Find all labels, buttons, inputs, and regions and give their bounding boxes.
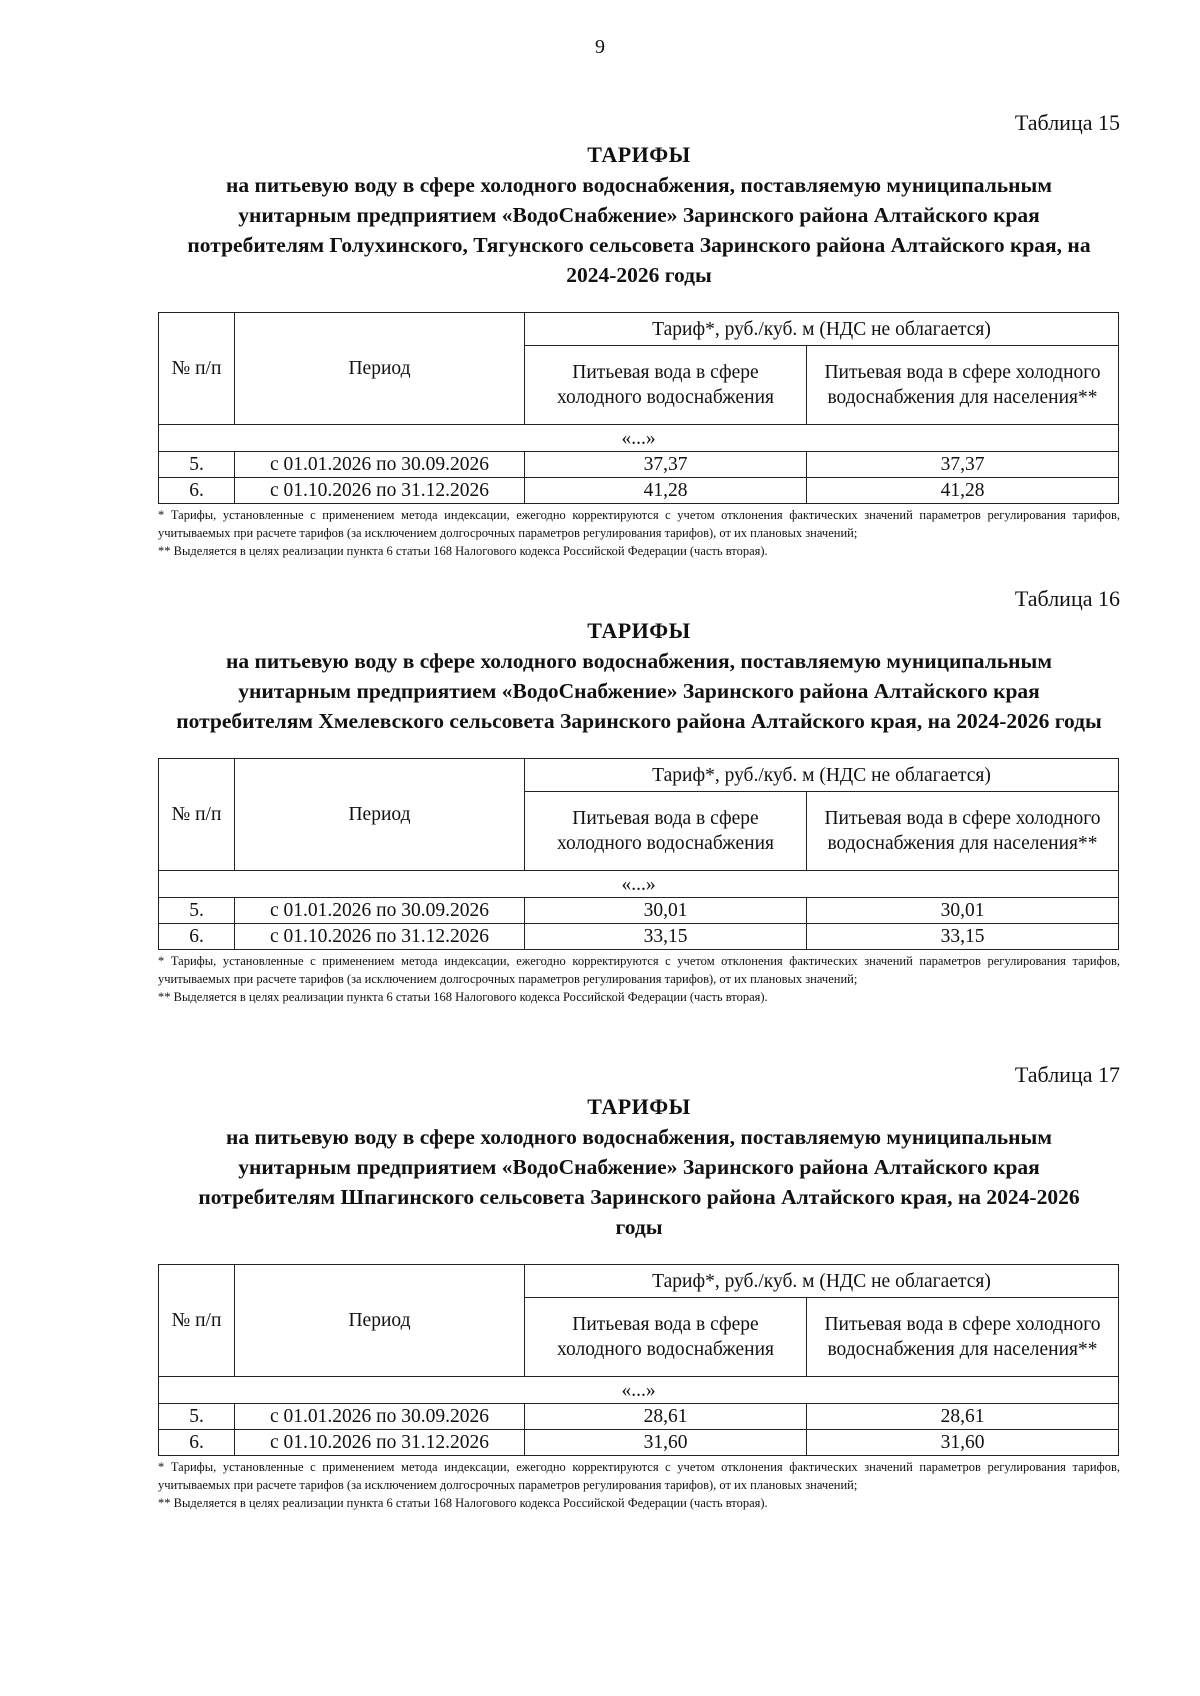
row-tariff-cold-water: 31,60: [525, 1430, 807, 1456]
row-tariff-cold-water: 41,28: [525, 478, 807, 504]
row-tariff-cold-water: 30,01: [525, 898, 807, 924]
col-header-cold-water: Питьевая вода в сфере холодного водоснабжения: [525, 1298, 807, 1377]
col-header-cold-water: Питьевая вода в сфере холодного водоснабжения: [525, 792, 807, 871]
col-header-population: Питьевая вода в сфере холодного водоснабжения для населения**: [807, 792, 1119, 871]
col-header-tariff: Тариф*, руб./куб. м (НДС не облагается): [525, 1265, 1119, 1298]
table-row: [159, 1404, 1119, 1430]
row-tariff-population: 30,01: [807, 898, 1119, 924]
col-header-num: № п/п: [159, 759, 235, 871]
col-header-num: № п/п: [159, 313, 235, 425]
ellipsis-row: [159, 425, 1119, 452]
table-label: Таблица 16: [1014, 586, 1120, 611]
block-title: ТАРИФЫ: [587, 1094, 691, 1119]
row-period: с 01.01.2026 по 30.09.2026: [235, 452, 525, 478]
ellipsis-cell: «...»: [159, 1377, 1119, 1404]
tariff-block-16: [158, 584, 1120, 1006]
row-tariff-population: 37,37: [807, 452, 1119, 478]
block-subtitle: на питьевую воду в сфере холодного водоснабжения, поставляемую муниципальным унитарным предприятием «ВодоСнабжение» Заринского района Алтайского края потребителям Хмелевского сельсовета Заринского района Алтайского края, на 2024-2026 годы: [176, 649, 1102, 733]
tariff-block-15: [158, 108, 1120, 560]
row-tariff-population: 41,28: [807, 478, 1119, 504]
row-period: с 01.10.2026 по 31.12.2026: [235, 924, 525, 950]
footnote-1: * Тарифы, установленные с применением метода индексации, ежегодно корректируются с учетом отклонения фактических значений параметров регулирования тарифов, учитываемых при расчете тарифов (за исключением долгосрочных параметров регулирования тарифов), от их плановых значений;: [158, 508, 1120, 540]
header-row: [159, 1265, 1119, 1298]
table-row: [159, 898, 1119, 924]
block-title: ТАРИФЫ: [587, 142, 691, 167]
col-header-period: Период: [235, 759, 525, 871]
footnote-2: ** Выделяется в целях реализации пункта 6 статьи 168 Налогового кодекса Российской Федерации (часть вторая).: [158, 1496, 768, 1510]
block-subtitle: на питьевую воду в сфере холодного водоснабжения, поставляемую муниципальным унитарным предприятием «ВодоСнабжение» Заринского района Алтайского края потребителям Голухинского, Тягунского сельсовета Заринского района Алтайского края, на 2024-2026 годы: [187, 173, 1091, 287]
col-header-cold-water: Питьевая вода в сфере холодного водоснабжения: [525, 346, 807, 425]
page-number: 9: [595, 36, 605, 58]
row-period: с 01.01.2026 по 30.09.2026: [235, 898, 525, 924]
tariff-table: [158, 1264, 1119, 1456]
footnotes: [158, 952, 1120, 1006]
footnote-2: ** Выделяется в целях реализации пункта 6 статьи 168 Налогового кодекса Российской Федерации (часть вторая).: [158, 990, 768, 1004]
footnote-1: * Тарифы, установленные с применением метода индексации, ежегодно корректируются с учетом отклонения фактических значений параметров регулирования тарифов, учитываемых при расчете тарифов (за исключением долгосрочных параметров регулирования тарифов), от их плановых значений;: [158, 1460, 1120, 1492]
row-tariff-cold-water: 28,61: [525, 1404, 807, 1430]
block-subtitle: на питьевую воду в сфере холодного водоснабжения, поставляемую муниципальным унитарным предприятием «ВодоСнабжение» Заринского района Алтайского края потребителям Шпагинского сельсовета Заринского района Алтайского края, на 2024-2026 годы: [198, 1125, 1080, 1239]
row-num: 6.: [159, 924, 235, 950]
row-tariff-population: 31,60: [807, 1430, 1119, 1456]
table-label: Таблица 17: [1014, 1062, 1120, 1087]
tariff-table: [158, 312, 1119, 504]
table-label: Таблица 15: [1014, 110, 1120, 135]
row-period: с 01.10.2026 по 31.12.2026: [235, 1430, 525, 1456]
row-num: 6.: [159, 1430, 235, 1456]
col-header-population: Питьевая вода в сфере холодного водоснабжения для населения**: [807, 346, 1119, 425]
row-period: с 01.10.2026 по 31.12.2026: [235, 478, 525, 504]
footnotes: [158, 506, 1120, 560]
table-row: [159, 924, 1119, 950]
ellipsis-row: [159, 871, 1119, 898]
col-header-period: Период: [235, 1265, 525, 1377]
header-row: [159, 759, 1119, 792]
header-row: [159, 313, 1119, 346]
ellipsis-cell: «...»: [159, 425, 1119, 452]
row-tariff-cold-water: 33,15: [525, 924, 807, 950]
col-header-num: № п/п: [159, 1265, 235, 1377]
footnotes: [158, 1458, 1120, 1512]
footnote-2: ** Выделяется в целях реализации пункта 6 статьи 168 Налогового кодекса Российской Федерации (часть вторая).: [158, 544, 768, 558]
col-header-tariff: Тариф*, руб./куб. м (НДС не облагается): [525, 313, 1119, 346]
col-header-period: Период: [235, 313, 525, 425]
row-tariff-population: 33,15: [807, 924, 1119, 950]
footnote-1: * Тарифы, установленные с применением метода индексации, ежегодно корректируются с учетом отклонения фактических значений параметров регулирования тарифов, учитываемых при расчете тарифов (за исключением долгосрочных параметров регулирования тарифов), от их плановых значений;: [158, 954, 1120, 986]
col-header-population: Питьевая вода в сфере холодного водоснабжения для населения**: [807, 1298, 1119, 1377]
row-num: 5.: [159, 898, 235, 924]
ellipsis-row: [159, 1377, 1119, 1404]
row-num: 6.: [159, 478, 235, 504]
table-row: [159, 1430, 1119, 1456]
ellipsis-cell: «...»: [159, 871, 1119, 898]
tariff-table: [158, 758, 1119, 950]
table-row: [159, 452, 1119, 478]
table-row: [159, 478, 1119, 504]
row-num: 5.: [159, 1404, 235, 1430]
block-title: ТАРИФЫ: [587, 618, 691, 643]
row-period: с 01.01.2026 по 30.09.2026: [235, 1404, 525, 1430]
row-tariff-cold-water: 37,37: [525, 452, 807, 478]
tariff-block-17: [158, 1060, 1120, 1512]
col-header-tariff: Тариф*, руб./куб. м (НДС не облагается): [525, 759, 1119, 792]
row-tariff-population: 28,61: [807, 1404, 1119, 1430]
row-num: 5.: [159, 452, 235, 478]
